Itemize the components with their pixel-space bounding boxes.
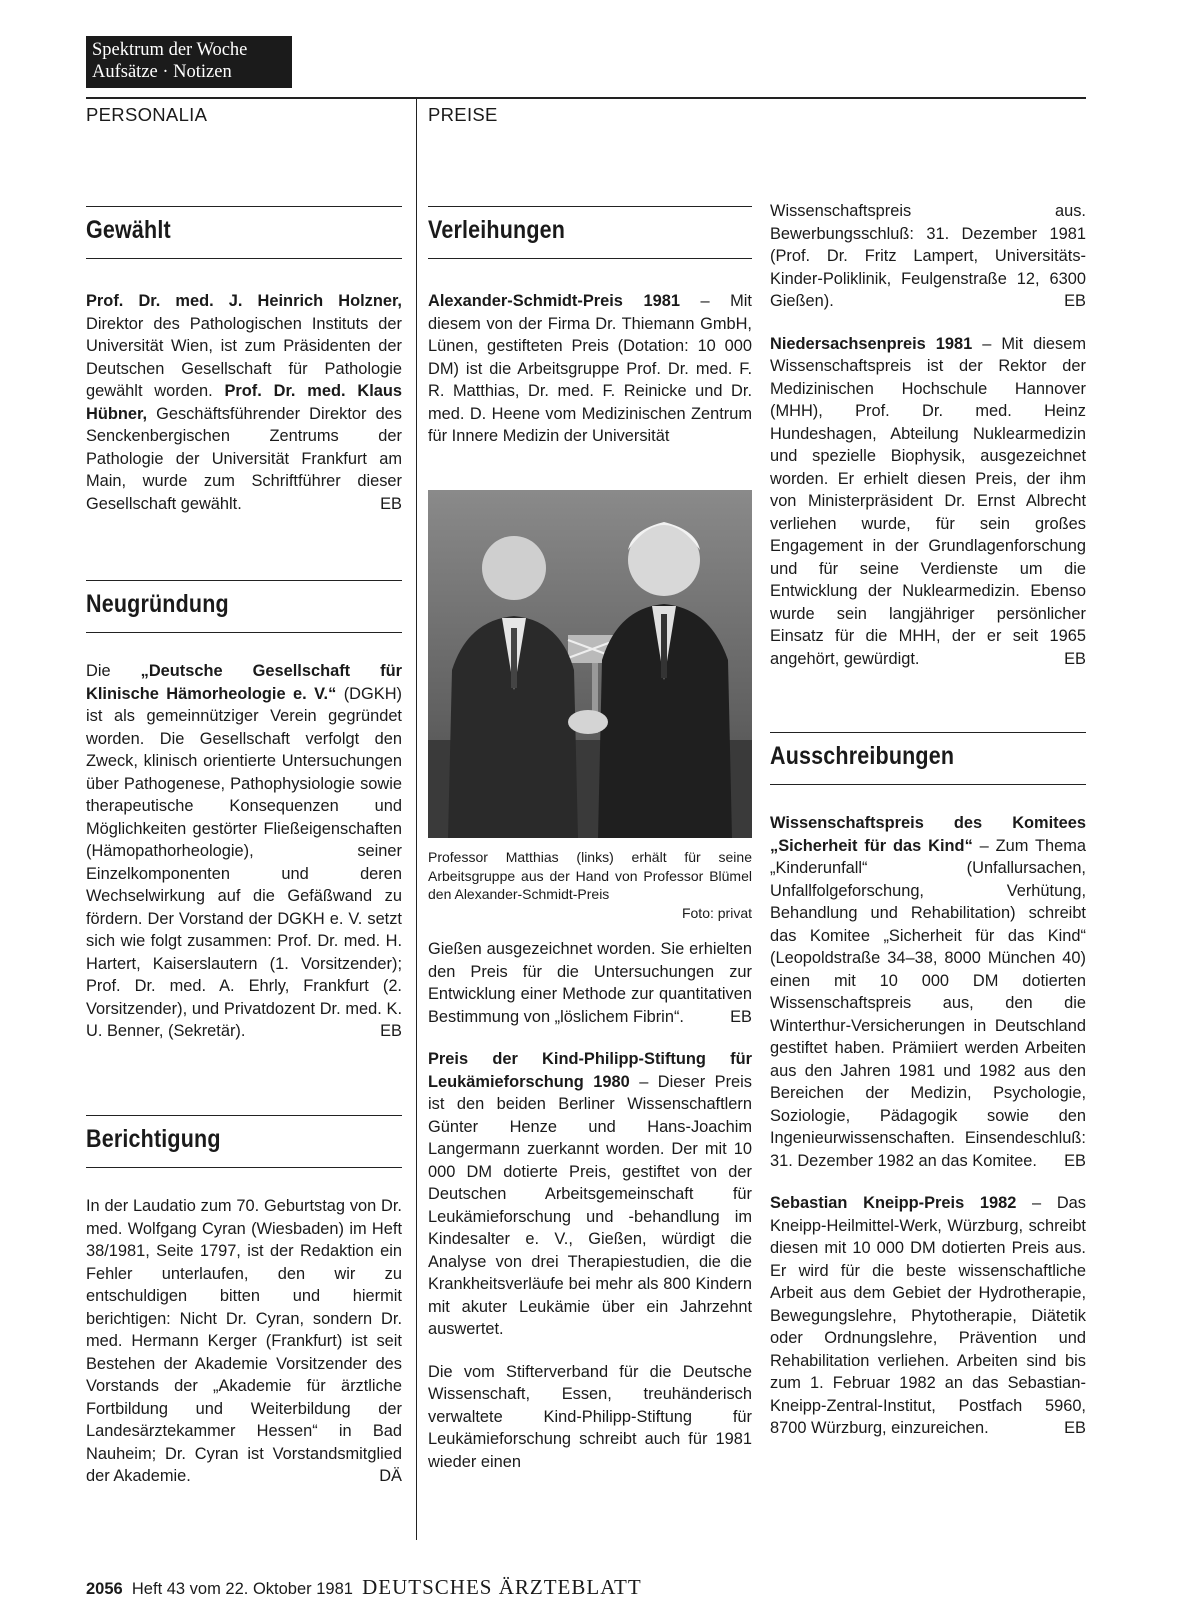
- body-text: Die: [86, 662, 141, 680]
- article-neugruendung: [86, 660, 402, 1043]
- paragraph: [428, 1048, 752, 1341]
- column-3-top: [770, 200, 1086, 670]
- heading-rule-top: [86, 580, 402, 581]
- heading-verleihungen: Verleihungen: [428, 216, 566, 244]
- prize-name: Sebastian Kneipp-Preis 1982: [770, 1194, 1017, 1212]
- author-sign: EB: [730, 1007, 752, 1026]
- body-text: – Dieser Preis ist den beiden Berliner Wissenschaftlern Günter Henze und Hans-Joachim Langermann zuerkannt worden. Der mit 10 000 DM dotierte Preis, gestiftet von der Deutschen Arbeitsgemeinschaft für Leukämieforschung und -behandlung im Kindesalter e. V., Gießen, würdigt die Analyse von drei Therapiestudien, die die Krankheitsverläufe bei mehr als 800 Kindern mit akuter Leukämie über ein Jahrzehnt auswertet.: [428, 1072, 752, 1338]
- photo-credit: Foto: privat: [681, 904, 752, 921]
- paragraph: [770, 333, 1086, 671]
- paragraph: [428, 1361, 752, 1474]
- section-label-preise: PREISE: [428, 104, 498, 125]
- body-text: – Mit diesem von der Firma Dr. Thiemann GmbH, Lünen, gestifteten Preis (Dotation: 10 000 DM) ist die Arbeitsgruppe Prof. Dr. med. F. R. Matthias, Dr. med. F. Reinicke und Dr. med. D. Heene vom Medizinischen Zentrum für Innere Medizin der Universität: [428, 292, 752, 445]
- lead-name: Prof. Dr. med. J. Heinrich Holzner,: [86, 292, 402, 310]
- heading-gewaehlt: Gewählt: [86, 216, 171, 244]
- award-photo: [428, 490, 752, 838]
- body-text: Geschäftsführender Direktor des Senckenbergischen Zentrums der Pathologie der Universität Frankfurt am Main, wurde zum Schriftführer dieser Gesellschaft gewählt.: [86, 404, 402, 513]
- body-text: (DGKH) ist als gemeinnütziger Verein gegründet worden. Die Gesellschaft verfolgt den Zweck, klinisch orientierte Untersuchungen über Pathogenese, Pathophysiologie sowie therapeutische Konsequenzen und Möglichkeiten gestörter Fließeigenschaften (Hämopathorheologie), seiner Einzelkomponenten und deren Wechselwirkung auf die Gefäßwand zu fördern. Der Vorstand der DGKH e. V. setzt sich wie folgt zusammen: Prof. Dr. med. H. Hartert, Kaiserslautern (1. Vorsitzender); Prof. Dr. med. A. Ehrly, Frankfurt (2. Vorsitzender), und Privatdozent Dr. med. K. U. Benner, (Sekretär).: [86, 684, 402, 1040]
- paragraph: [770, 812, 1086, 1172]
- heading-rule-bottom: [86, 258, 402, 259]
- article-berichtigung: [86, 1195, 402, 1488]
- award-photo-illustration: [428, 490, 752, 838]
- heading-rule-bottom: [428, 258, 752, 259]
- body-text: Wissenschaftspreis aus. Bewerbungsschluß: 31. Dezember 1981 (Prof. Dr. Fritz Lampert, Universitäts-Kinder-Poliklinik, Feulgenstraße 12, 6300 Gießen).: [770, 202, 1086, 310]
- prize-name: Wissenschaftspreis des Komitees „Sicherheit für das Kind“: [770, 814, 1086, 855]
- column-divider: [416, 97, 417, 1540]
- heading-rule-bottom: [86, 632, 402, 633]
- lead-name: Prof. Dr. med. Klaus Hübner,: [86, 382, 402, 423]
- prize-name: Niedersachsenpreis 1981: [770, 334, 973, 353]
- heading-rule-bottom: [86, 1167, 402, 1168]
- author-sign: EB: [1064, 1419, 1086, 1437]
- heading-rule-top: [428, 206, 752, 207]
- author-sign: EB: [1064, 649, 1086, 668]
- photo-caption: [428, 848, 752, 922]
- paragraph: [770, 200, 1086, 313]
- paragraph: [86, 660, 402, 1043]
- column-3-ausschreibungen: [770, 812, 1086, 1440]
- author-sign: DÄ: [379, 1467, 402, 1485]
- paragraph: [86, 290, 402, 515]
- heading-berichtigung: Berichtigung: [86, 1125, 221, 1153]
- article-alexander-schmidt-preis: [428, 290, 752, 448]
- body-text: Die vom Stifterverband für die Deutsche Wissenschaft, Essen, treuhänderisch verwaltete Kind-Philipp-Stiftung für Leukämieforschung schreibt auch für 1981 wieder einen: [428, 1362, 752, 1471]
- author-sign: EB: [380, 494, 402, 513]
- prize-name: Preis der Kind-Philipp-Stiftung für Leukämieforschung 1980: [428, 1050, 752, 1091]
- section-badge: [86, 36, 292, 88]
- page-number: 2056: [86, 1580, 123, 1598]
- author-sign: EB: [1064, 292, 1086, 310]
- body-text: – Mit diesem Wissenschaftspreis ist der Rektor der Medizinischen Hochschule Hannover (MHH), Prof. Dr. med. Heinz Hundeshagen, Abteilung Nuklearmedizin und spezielle Biophysik, ausgezeichnet worden. Er erhielt diesen Preis, der ihm von Ministerpräsident Dr. Ernst Albrecht verliehen wurde, für sein großes Engagement in der Grundlagenforschung und für seine Verdienste um die Entwicklung der Nuklearmedizin. Ebenso wurde sein langjähriger persönlicher Einsatz für die MHH, der er seit 1965 angehört, gewürdigt.: [770, 334, 1087, 668]
- paragraph: [86, 1195, 402, 1488]
- paragraph: [428, 290, 752, 448]
- lead-name: „Deutsche Gesellschaft für Klinische Hämorheologie e. V.“: [86, 662, 402, 703]
- author-sign: EB: [1064, 1151, 1086, 1170]
- caption-text: Professor Matthias (links) erhält für seine Arbeitsgruppe aus der Hand von Professor Blümel den Alexander-Schmidt-Preis: [428, 849, 752, 902]
- heading-ausschreibungen: Ausschreibungen: [770, 742, 955, 770]
- author-sign: EB: [380, 1022, 402, 1040]
- article-gewaehlt: [86, 290, 402, 515]
- badge-line-1: Spektrum der Woche: [92, 40, 248, 60]
- body-text: In der Laudatio zum 70. Geburtstag von Dr. med. Wolfgang Cyran (Wiesbaden) im Heft 38/1981, Seite 1797, ist der Redaktion ein Fehler unterlaufen, den wir zu entschuldigen bitten und hiermit berichtigen: Nicht Dr. Cyran, sondern Dr. med. Hermann Kerger (Frankfurt) ist seit Bestehen der Akademie Vorsitzender des Vorstands der „Akademie für ärztliche Fortbildung und Weiterbildung der Landesärztekammer Hessen“ in Bad Nauheim; Dr. Cyran ist Vorstandsmitglied der Akademie.: [86, 1197, 402, 1485]
- heading-neugruendung: Neugründung: [86, 590, 229, 618]
- top-rule: [86, 97, 1086, 99]
- body-text: – Zum Thema „Kinderunfall“ (Unfallursachen, Unfallfolgeforschung, Verhütung, Behandlung und Rehabilitation) schreibt das Komitee „Sicherheit für das Kind“ (Leopoldstraße 34–38, 8000 München 40) einen mit 10 000 DM dotierten Wissenschaftspreis aus, den die Winterthur-Versicherungen in Deutschland gestiftet haben. Prämiiert werden Arbeiten aus den Jahren 1981 und 1982 aus den Bereichen der Medizin, Psychologie, Soziologie, Pädagogik sowie den Ingenieurwissenschaften. Einsendeschluß: 31. Dezember 1982 an das Komitee.: [770, 836, 1086, 1170]
- body-text: Gießen ausgezeichnet worden. Sie erhielten den Preis für die Untersuchungen zur Entwicklung einer Methode zur quantitativen Bestimmung von „löslichem Fibrin“.: [428, 940, 752, 1026]
- issue-info: Heft 43 vom 22. Oktober 1981: [131, 1580, 353, 1598]
- heading-rule-top: [86, 1115, 402, 1116]
- journal-name: DEUTSCHES ÄRZTEBLATT: [362, 1575, 642, 1599]
- article-alexander-schmidt-preis-cont: [428, 938, 752, 1473]
- heading-rule-bottom: [770, 784, 1086, 785]
- body-text: Direktor des Pathologischen Instituts der Universität Wien, ist zum Präsidenten der Deutschen Gesellschaft für Pathologie gewählt worden.: [86, 314, 402, 400]
- paragraph: [428, 938, 752, 1028]
- heading-rule-top: [86, 206, 402, 207]
- page-footer: [86, 1575, 642, 1600]
- section-label-personalia: PERSONALIA: [86, 104, 208, 125]
- body-text: – Das Kneipp-Heilmittel-Werk, Würzburg, schreibt diesen mit 10 000 DM dotierten Preis aus. Er wird für die beste wissenschaftliche Arbeit aus dem Gebiet der Hydrotherapie, Bewegungslehre, Phytotherapie, Diätetik oder Ordnungslehre, Prävention und Rehabilitation verliehen. Arbeiten sind bis zum 1. Februar 1982 an das Sebastian-Kneipp-Zentral-Institut, Postfach 5960, 8700 Würzburg, einzureichen.: [770, 1194, 1086, 1437]
- prize-name: Alexander-Schmidt-Preis 1981: [428, 292, 680, 310]
- paragraph: [770, 1192, 1086, 1440]
- heading-rule-top: [770, 732, 1086, 733]
- badge-line-2: Aufsätze · Notizen: [92, 62, 232, 82]
